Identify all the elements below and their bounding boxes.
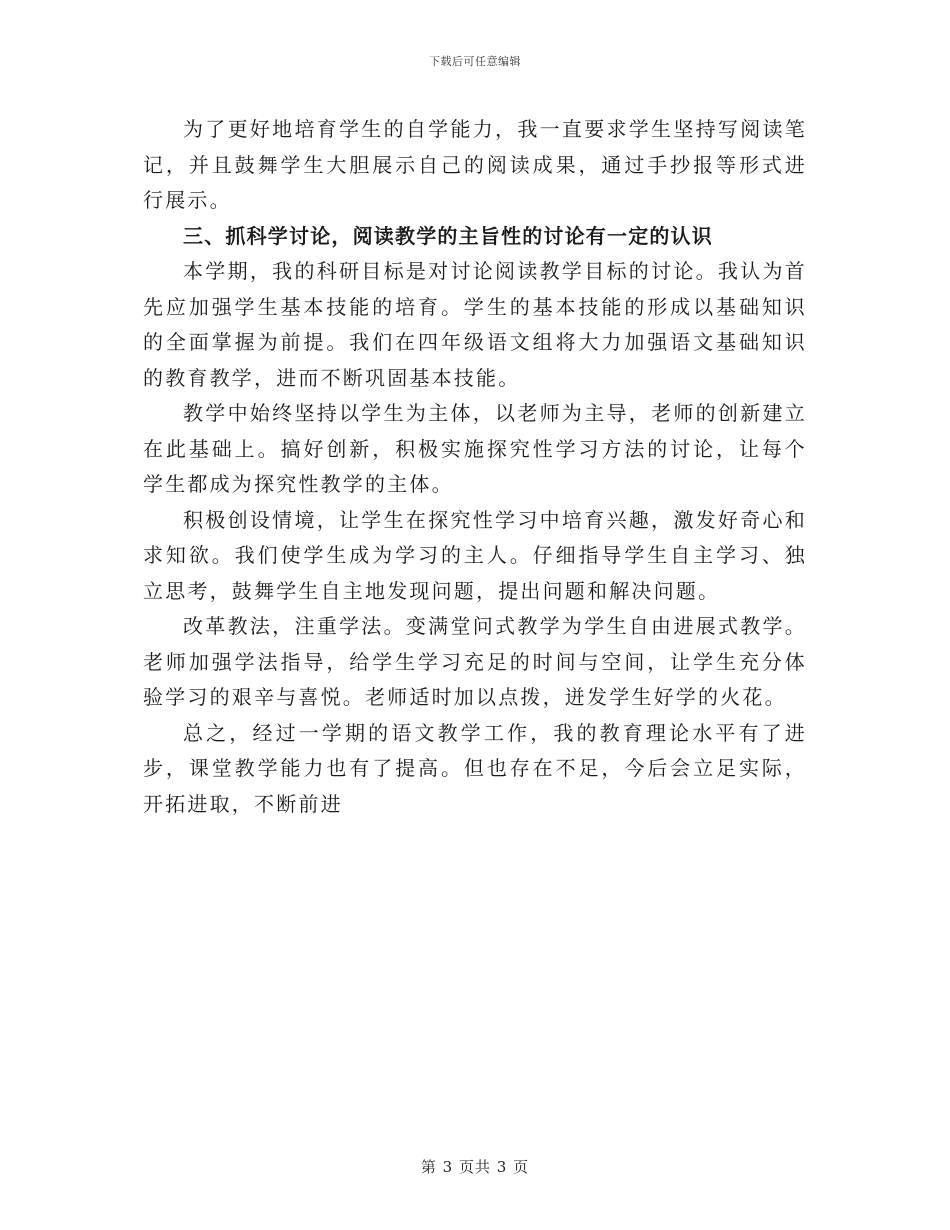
paragraph-teaching-reform: 改革教法，注重学法。变满堂问式教学为学生自由进展式教学。老师加强学法指导，给学生学习充足的时间与空间，让学生充分体验学习的艰辛与喜悦。老师适时加以点拨，迸发学生好学的火花。 (143, 614, 807, 709)
paragraph-research-goal: 本学期，我的科研目标是对讨论阅读教学目标的讨论。我认为首先应加强学生基本技能的培育。学生的基本技能的形成以基础知识的全面掌握为前提。我们在四年级语文组将大力加强语文基础知识的教育教学，进而不断巩固基本技能。 (143, 259, 807, 390)
document-body (143, 112, 807, 822)
paragraph-create-situation: 积极创设情境，让学生在探究性学习中培育兴趣，激发好奇心和求知欲。我们使学生成为学习的主人。仔细指导学生自主学习、独立思考，鼓舞学生自主地发现问题，提出问题和解决问题。 (143, 507, 807, 603)
section-heading: 三、抓科学讨论，阅读教学的主旨性的讨论有一定的认识 (183, 223, 713, 248)
paragraph-summary: 总之，经过一学期的语文教学工作，我的教育理论水平有了进步，课堂教学能力也有了提高。但也存在不足，今后会立足实际，开拓进取，不断前进 (143, 720, 807, 816)
paragraph-reading-notes: 为了更好地培育学生的自学能力，我一直要求学生坚持写阅读笔记，并且鼓舞学生大胆展示自己的阅读成果，通过手抄报等形式进行展示。 (143, 117, 807, 212)
page-number: 第 3 页共 3 页 (420, 1158, 530, 1176)
page-header: 下载后可任意编辑 (429, 55, 521, 68)
paragraph-student-subject: 教学中始终坚持以学生为主体，以老师为主导，老师的创新建立在此基础上。搞好创新，积极实施探究性学习方法的讨论，让每个学生都成为探究性教学的主体。 (143, 401, 807, 496)
